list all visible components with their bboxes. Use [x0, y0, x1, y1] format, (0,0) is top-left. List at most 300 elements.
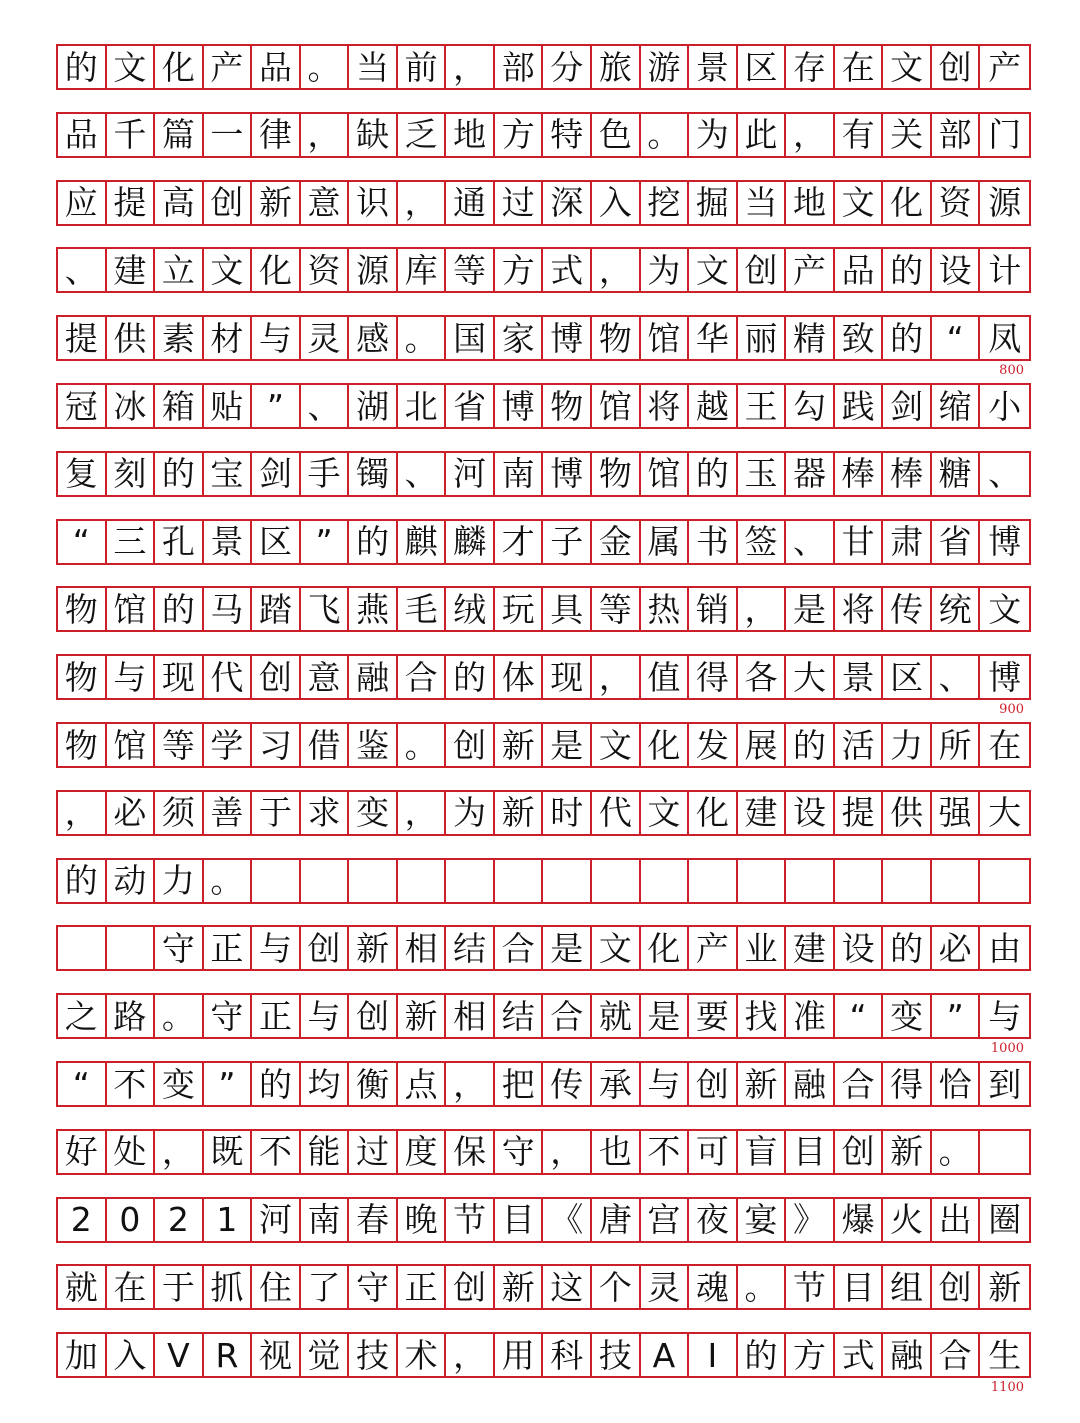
grid-row — [56, 858, 1031, 904]
grid-cell: 不 — [252, 1131, 301, 1173]
grid-cell: 过 — [349, 1131, 398, 1173]
grid-cell: 入 — [592, 182, 641, 224]
grid-cell: ， — [446, 1063, 495, 1105]
grid-cell: 2 — [58, 1199, 107, 1241]
grid-row — [56, 722, 1031, 768]
grid-cell: 的 — [883, 317, 932, 359]
grid-cell: 玉 — [738, 453, 787, 495]
grid-cell: 文 — [204, 249, 253, 291]
grid-cell: 景 — [835, 656, 884, 698]
grid-cell: 省 — [932, 521, 981, 563]
grid-cell: 技 — [592, 1334, 641, 1376]
grid-cell: 出 — [932, 1199, 981, 1241]
grid-cell: 守 — [349, 1266, 398, 1308]
grid-cell: 物 — [58, 656, 107, 698]
grid-cell: 资 — [932, 182, 981, 224]
grid-cell: 化 — [155, 46, 204, 88]
grid-cell: 与 — [107, 656, 156, 698]
grid-cell: 剑 — [883, 385, 932, 427]
grid-cell: ” — [204, 1063, 253, 1105]
grid-cell: 新 — [495, 792, 544, 834]
grid-cell: 新 — [349, 927, 398, 969]
grid-cell: 南 — [495, 453, 544, 495]
grid-cell: 将 — [641, 385, 690, 427]
grid-cell: 合 — [835, 1063, 884, 1105]
grid-cell: 结 — [495, 995, 544, 1037]
grid-cell: 产 — [786, 249, 835, 291]
grid-cell: 不 — [641, 1131, 690, 1173]
grid-cell: 建 — [738, 792, 787, 834]
grid-cell: 要 — [689, 995, 738, 1037]
grid-cell: 处 — [107, 1131, 156, 1173]
grid-cell: 新 — [495, 724, 544, 766]
grid-cell: 创 — [446, 1266, 495, 1308]
grid-cell: 值 — [641, 656, 690, 698]
grid-cell: 圈 — [988, 1200, 1022, 1240]
grid-cell: 承 — [592, 1063, 641, 1105]
grid-cell: 旅 — [592, 46, 641, 88]
grid-cell: 河 — [446, 453, 495, 495]
grid-cell: 麟 — [446, 521, 495, 563]
grid-cell: 特 — [543, 114, 592, 156]
grid-cell: 省 — [446, 385, 495, 427]
grid-cell: 博 — [495, 385, 544, 427]
grid-cell: 将 — [835, 588, 884, 630]
grid-cell: 目 — [786, 1131, 835, 1173]
grid-cell: 品 — [835, 249, 884, 291]
grid-cell: 新 — [252, 182, 301, 224]
grid-cell: 文 — [835, 182, 884, 224]
grid-cell: 、 — [932, 656, 981, 698]
grid-cell: 春 — [349, 1199, 398, 1241]
grid-cell: 糖 — [932, 453, 981, 495]
grid-cell: 这 — [543, 1266, 592, 1308]
grid-cell: 的 — [58, 46, 107, 88]
grid-cell: 火 — [883, 1199, 932, 1241]
grid-cell: 求 — [301, 792, 350, 834]
grid-cell: 的 — [883, 249, 932, 291]
grid-cell: 各 — [738, 656, 787, 698]
grid-cell: 创 — [835, 1131, 884, 1173]
grid-cell: 能 — [301, 1131, 350, 1173]
grid-cell: 强 — [932, 792, 981, 834]
grid-cell: ” — [301, 521, 350, 563]
grid-cell: “ — [835, 995, 884, 1037]
grid-row — [56, 383, 1031, 429]
grid-cell: 精 — [786, 317, 835, 359]
grid-cell: 销 — [689, 588, 738, 630]
grid-cell: 的 — [155, 588, 204, 630]
grid-cell: 合 — [398, 656, 447, 698]
grid-cell: 是 — [543, 927, 592, 969]
grid-cell: 节 — [446, 1199, 495, 1241]
grid-cell: 合 — [543, 995, 592, 1037]
grid-cell: 馆 — [107, 724, 156, 766]
grid-cell: 路 — [107, 995, 156, 1037]
grid-cell: 飞 — [301, 588, 350, 630]
grid-cell: 源 — [349, 249, 398, 291]
grid-cell: 夜 — [689, 1199, 738, 1241]
grid-cell: 化 — [641, 724, 690, 766]
grid-cell: 博 — [988, 657, 1022, 697]
grid-cell — [980, 1131, 1029, 1173]
grid-cell: 麒 — [398, 521, 447, 563]
grid-cell: 创 — [738, 249, 787, 291]
grid-cell: 习 — [252, 724, 301, 766]
grid-cell: 千 — [107, 114, 156, 156]
grid-cell: 住 — [252, 1266, 301, 1308]
grid-cell: 体 — [495, 656, 544, 698]
grid-cell: 代 — [592, 792, 641, 834]
grid-row — [56, 44, 1031, 90]
grid-cell: 科 — [543, 1334, 592, 1376]
grid-cell: ， — [446, 46, 495, 88]
grid-cell: 。 — [398, 724, 447, 766]
grid-cell: 借 — [301, 724, 350, 766]
grid-cell: 物 — [592, 317, 641, 359]
grid-cell: 合 — [495, 927, 544, 969]
grid-cell: 把 — [495, 1063, 544, 1105]
grid-cell: 得 — [689, 656, 738, 698]
grid-cell: 复 — [58, 453, 107, 495]
grid-cell: 创 — [349, 995, 398, 1037]
grid-cell: ， — [543, 1131, 592, 1173]
grid-cell: 分 — [543, 46, 592, 88]
grid-cell: 到 — [988, 1064, 1022, 1104]
grid-cell: 、 — [58, 249, 107, 291]
grid-cell: 式 — [543, 249, 592, 291]
grid-cell: 正 — [398, 1266, 447, 1308]
grid-cell: 正 — [252, 995, 301, 1037]
grid-cell: 当 — [738, 182, 787, 224]
grid-row — [56, 1332, 1031, 1378]
grid-row — [56, 790, 1031, 836]
grid-cell: 深 — [543, 182, 592, 224]
grid-cell: 鉴 — [349, 724, 398, 766]
grid-cell: 展 — [738, 724, 787, 766]
grid-cell: 当 — [349, 46, 398, 88]
grid-cell: ， — [738, 588, 787, 630]
grid-cell: 传 — [543, 1063, 592, 1105]
grid-cell: 建 — [107, 249, 156, 291]
grid-cell: 南 — [301, 1199, 350, 1241]
grid-cell — [641, 860, 690, 902]
grid-cell: 就 — [592, 995, 641, 1037]
grid-cell: 个 — [592, 1266, 641, 1308]
grid-cell: 加 — [58, 1334, 107, 1376]
grid-cell: 化 — [883, 182, 932, 224]
grid-cell: ， — [446, 1334, 495, 1376]
grid-cell: 现 — [155, 656, 204, 698]
grid-cell: 式 — [835, 1334, 884, 1376]
grid-cell: R — [204, 1334, 253, 1376]
grid-cell: 甘 — [835, 521, 884, 563]
grid-cell: ” — [252, 385, 301, 427]
grid-cell: 保 — [446, 1131, 495, 1173]
grid-cell: 品 — [252, 46, 301, 88]
grid-cell — [301, 860, 350, 902]
grid-cell: 与 — [641, 1063, 690, 1105]
grid-cell: 的 — [786, 724, 835, 766]
grid-cell: 资 — [301, 249, 350, 291]
grid-cell: 盲 — [738, 1131, 787, 1173]
grid-cell: 创 — [446, 724, 495, 766]
grid-cell: 2 — [155, 1199, 204, 1241]
grid-cell: 宫 — [641, 1199, 690, 1241]
grid-cell: 贴 — [204, 385, 253, 427]
grid-cell: 文 — [988, 589, 1022, 629]
grid-cell: 孔 — [155, 521, 204, 563]
grid-cell: 设 — [786, 792, 835, 834]
grid-cell: 前 — [398, 46, 447, 88]
grid-cell: 掘 — [689, 182, 738, 224]
grid-cell: 点 — [398, 1063, 447, 1105]
grid-cell: 晚 — [398, 1199, 447, 1241]
grid-cell: 提 — [58, 317, 107, 359]
grid-cell: 棒 — [835, 453, 884, 495]
grid-cell: V — [155, 1334, 204, 1376]
grid-cell: 现 — [543, 656, 592, 698]
grid-cell: 方 — [786, 1334, 835, 1376]
grid-cell: 动 — [107, 860, 156, 902]
grid-cell: 三 — [107, 521, 156, 563]
grid-cell: 文 — [592, 927, 641, 969]
grid-cell: 大 — [988, 793, 1022, 833]
grid-cell: 计 — [988, 250, 1022, 290]
grid-cell: 好 — [58, 1131, 107, 1173]
grid-cell: 文 — [107, 46, 156, 88]
grid-cell: 挖 — [641, 182, 690, 224]
grid-cell: 小 — [988, 386, 1022, 426]
grid-cell: 为 — [641, 249, 690, 291]
grid-cell: 须 — [155, 792, 204, 834]
grid-cell: ， — [592, 249, 641, 291]
grid-cell: 产 — [689, 927, 738, 969]
grid-cell: 与 — [988, 996, 1022, 1036]
grid-cell: 。 — [398, 317, 447, 359]
grid-cell: 恰 — [932, 1063, 981, 1105]
grid-cell — [932, 860, 981, 902]
grid-cell: 0 — [107, 1199, 156, 1241]
grid-cell: 在 — [835, 46, 884, 88]
grid-cell: 化 — [641, 927, 690, 969]
grid-cell: ， — [155, 1131, 204, 1173]
grid-cell — [689, 860, 738, 902]
grid-row — [56, 1197, 1031, 1243]
grid-cell: 是 — [786, 588, 835, 630]
grid-cell: 一 — [204, 114, 253, 156]
grid-cell: 化 — [689, 792, 738, 834]
grid-cell: 等 — [446, 249, 495, 291]
grid-cell: 才 — [495, 521, 544, 563]
grid-cell: 、 — [786, 521, 835, 563]
grid-cell: 力 — [883, 724, 932, 766]
grid-cell: 善 — [204, 792, 253, 834]
grid-cell: 唐 — [592, 1199, 641, 1241]
grid-cell: 相 — [446, 995, 495, 1037]
grid-cell: 不 — [107, 1063, 156, 1105]
grid-cell: 感 — [349, 317, 398, 359]
grid-cell: 冠 — [58, 385, 107, 427]
grid-cell: 立 — [155, 249, 204, 291]
grid-cell: 守 — [155, 927, 204, 969]
grid-row — [56, 519, 1031, 565]
grid-cell: 。 — [155, 995, 204, 1037]
grid-cell: 色 — [592, 114, 641, 156]
grid-cell: ， — [301, 114, 350, 156]
grid-cell: 提 — [107, 182, 156, 224]
grid-cell — [835, 860, 884, 902]
grid-cell: 之 — [58, 995, 107, 1037]
grid-cell: 河 — [252, 1199, 301, 1241]
grid-cell: 提 — [835, 792, 884, 834]
grid-cell — [786, 860, 835, 902]
grid-cell: 相 — [398, 927, 447, 969]
grid-cell: 游 — [641, 46, 690, 88]
grid-row — [56, 180, 1031, 226]
grid-cell: 子 — [543, 521, 592, 563]
grid-row — [56, 451, 1031, 497]
grid-cell: 具 — [543, 588, 592, 630]
grid-cell: ， — [58, 792, 107, 834]
grid-cell: 绒 — [446, 588, 495, 630]
grid-cell: 物 — [543, 385, 592, 427]
grid-cell: 宝 — [204, 453, 253, 495]
grid-cell: 学 — [204, 724, 253, 766]
grid-cell: 手 — [301, 453, 350, 495]
grid-cell: ” — [932, 995, 981, 1037]
grid-cell: 家 — [495, 317, 544, 359]
grid-cell: 就 — [58, 1266, 107, 1308]
grid-cell: 与 — [252, 317, 301, 359]
grid-cell: 地 — [786, 182, 835, 224]
grid-cell: 国 — [446, 317, 495, 359]
grid-cell: 肃 — [883, 521, 932, 563]
grid-cell: 属 — [641, 521, 690, 563]
grid-row — [56, 1061, 1031, 1107]
grid-cell: 创 — [932, 1266, 981, 1308]
grid-cell: 意 — [301, 182, 350, 224]
grid-cell: 由 — [988, 928, 1022, 968]
grid-cell: 化 — [252, 249, 301, 291]
grid-cell: ， — [398, 182, 447, 224]
grid-cell: 设 — [932, 249, 981, 291]
grid-cell: 目 — [835, 1266, 884, 1308]
grid-cell: 。 — [641, 114, 690, 156]
grid-cell: 新 — [988, 1267, 1022, 1307]
grid-cell: 高 — [155, 182, 204, 224]
grid-cell: 地 — [446, 114, 495, 156]
grid-cell: 均 — [301, 1063, 350, 1105]
grid-cell: 等 — [155, 724, 204, 766]
grid-cell: 博 — [988, 522, 1022, 562]
grid-cell: 可 — [689, 1131, 738, 1173]
grid-cell: ， — [398, 792, 447, 834]
grid-cell — [980, 860, 1029, 902]
grid-cell: 库 — [398, 249, 447, 291]
grid-cell: 统 — [932, 588, 981, 630]
grid-cell: 棒 — [883, 453, 932, 495]
grid-cell: 必 — [932, 927, 981, 969]
grid-cell: 了 — [301, 1266, 350, 1308]
grid-cell: 的 — [155, 453, 204, 495]
grid-cell: 馆 — [107, 588, 156, 630]
grid-cell: 是 — [641, 995, 690, 1037]
grid-cell: 北 — [398, 385, 447, 427]
grid-cell: 致 — [835, 317, 884, 359]
grid-cell: 既 — [204, 1131, 253, 1173]
grid-cell: 书 — [689, 521, 738, 563]
grid-cell: 新 — [495, 1266, 544, 1308]
grid-cell: 找 — [738, 995, 787, 1037]
grid-cell: 材 — [204, 317, 253, 359]
grid-cell: 签 — [738, 521, 787, 563]
grid-cell: 组 — [883, 1266, 932, 1308]
grid-cell — [738, 860, 787, 902]
grid-cell: 魂 — [689, 1266, 738, 1308]
grid-cell: 融 — [349, 656, 398, 698]
grid-row — [56, 112, 1031, 158]
grid-cell: 创 — [932, 46, 981, 88]
grid-cell: 乏 — [398, 114, 447, 156]
word-count-marker: 1100 — [990, 1380, 1024, 1396]
grid-cell: 器 — [786, 453, 835, 495]
grid-cell: 术 — [398, 1334, 447, 1376]
grid-cell: 有 — [835, 114, 884, 156]
grid-cell: 觉 — [301, 1334, 350, 1376]
grid-cell: 宴 — [738, 1199, 787, 1241]
grid-cell: “ — [932, 317, 981, 359]
grid-cell: 缺 — [349, 114, 398, 156]
grid-cell: 》 — [786, 1199, 835, 1241]
grid-cell: 与 — [252, 927, 301, 969]
grid-cell: 守 — [204, 995, 253, 1037]
grid-cell: 所 — [932, 724, 981, 766]
grid-cell: 新 — [738, 1063, 787, 1105]
grid-cell: 毛 — [398, 588, 447, 630]
grid-row — [56, 993, 1031, 1039]
grid-cell: 产 — [988, 47, 1022, 87]
grid-cell: 必 — [107, 792, 156, 834]
grid-cell: 在 — [107, 1266, 156, 1308]
grid-cell: 供 — [883, 792, 932, 834]
grid-cell: 物 — [58, 724, 107, 766]
grid-cell: 区 — [252, 521, 301, 563]
grid-cell: 景 — [689, 46, 738, 88]
grid-cell: 方 — [495, 249, 544, 291]
grid-cell: 灵 — [301, 317, 350, 359]
grid-cell: 产 — [204, 46, 253, 88]
grid-cell: 热 — [641, 588, 690, 630]
grid-cell: 创 — [689, 1063, 738, 1105]
grid-cell: 燕 — [349, 588, 398, 630]
grid-cell: 代 — [204, 656, 253, 698]
grid-cell: 、 — [398, 453, 447, 495]
grid-cell: 识 — [349, 182, 398, 224]
grid-cell: 。 — [204, 860, 253, 902]
grid-cell: 王 — [738, 385, 787, 427]
grid-cell: 供 — [107, 317, 156, 359]
grid-cell: 凤 — [988, 318, 1022, 358]
grid-cell: 设 — [835, 927, 884, 969]
grid-cell: 的 — [58, 860, 107, 902]
grid-row — [56, 925, 1031, 971]
grid-cell: 物 — [58, 588, 107, 630]
grid-cell: 的 — [446, 656, 495, 698]
grid-row — [56, 1129, 1031, 1175]
grid-cell: 、 — [988, 454, 1022, 494]
grid-cell: 此 — [738, 114, 787, 156]
